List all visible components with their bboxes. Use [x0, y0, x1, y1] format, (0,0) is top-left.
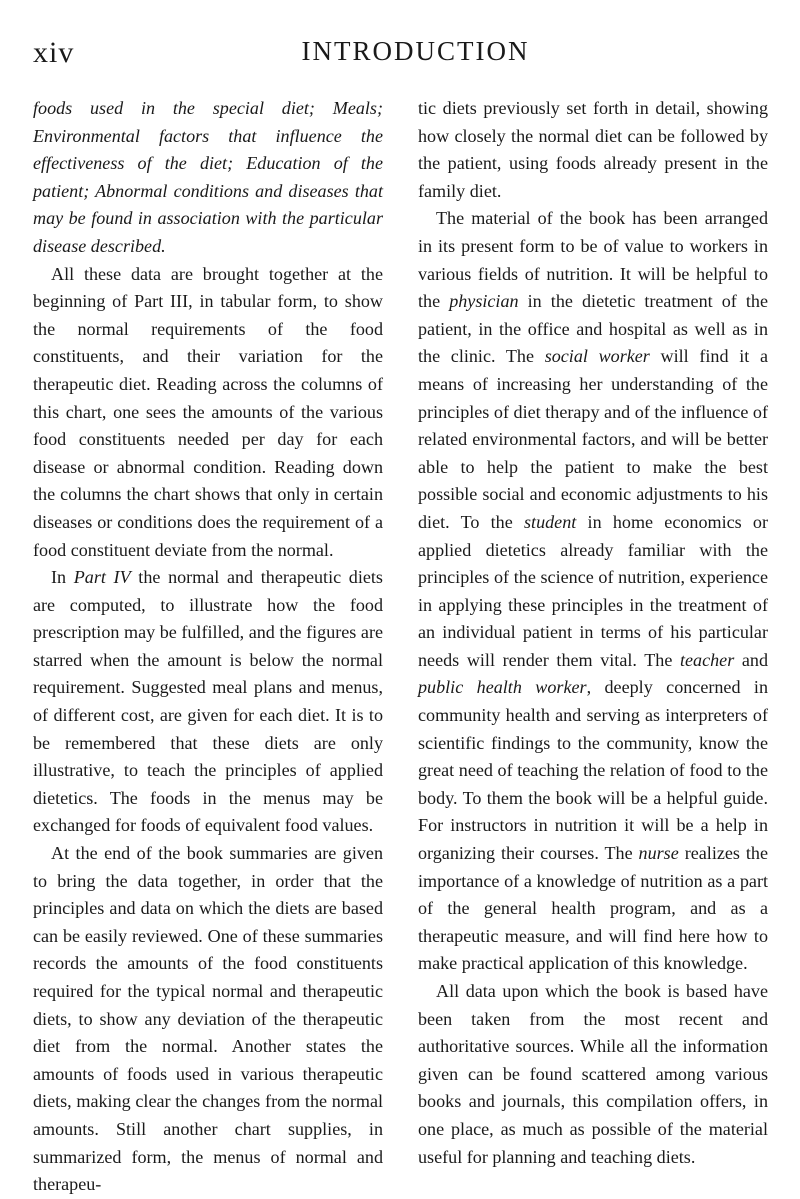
text-run: the normal and therapeutic diets are computed, to illustrate how the food prescription may be fulfilled, and the figures are starred when the amount is below the normal requirement. Suggested meal plans and menus, of different cost, are given for each diet. It is to be remembered that these diets are only illustrative, to teach the principles of applied dietetics. The foods in the menus may be exchanged for foods of equivalent food values.: [33, 567, 383, 836]
text-run: , deeply concerned in community health and serving as interpreters of scientific findings to the community, know the great need of teaching the relation of food to the body. To them the book will be a helpful guide. For instructors in nutrition it will be a help in organizing their courses. The: [418, 677, 768, 864]
paragraph: [33, 564, 383, 840]
italic-text: Part IV: [73, 567, 131, 588]
right-column: [418, 95, 768, 1199]
paragraph: [33, 95, 383, 261]
paragraph: All data upon which the book is based have been taken from the most recent and authoritative sources. While all the information given can be found scattered among various books and journals, this compilation offers, in one place, as much as possible of the material useful for planning and teaching diets.: [418, 981, 768, 1167]
italic-text: nurse: [638, 843, 679, 864]
paragraph: tic diets previously set forth in detail, showing how closely the normal diet can be followed by the patient, using foods already present in the family diet.: [418, 98, 768, 201]
italic-text: teacher: [679, 649, 735, 670]
left-column: [33, 95, 383, 1199]
text-run: in home economics or applied dietetics already familiar with the principles of the science of nutrition, experience in applying these principles in the treatment of an individual patient in terms of his particular needs will render them vital. The: [418, 511, 768, 670]
text-columns: [33, 95, 768, 1199]
text-run: in the dietetic treatment of the patient, in the office and hospital as well as in the clinic. The: [418, 291, 768, 367]
italic-text: social worker: [544, 346, 650, 367]
paragraph: [418, 205, 768, 978]
text-run: The material of the book has been arranged in its present form to be of value to workers in various fields of nutrition. It will be helpful to the: [418, 208, 768, 312]
italic-text: physician: [449, 291, 519, 312]
italic-text: public health worker: [418, 677, 587, 698]
italic-text: student: [524, 511, 577, 532]
paragraph: All these data are brought together at the beginning of Part III, in tabular form, to show the normal requirements of the food constituents, and their variation for the therapeutic diet. Reading across the columns of this chart, one sees the amounts of the various food constituents needed per day for each disease or abnormal condition. Reading down the columns the chart shows that only in certain diseases or conditions does the requirement of a food constituent deviate from the normal.: [33, 263, 383, 560]
paragraph: At the end of the book summaries are given to bring the data together, in order that the principles and data on which the diets are based can be easily reviewed. One of these summaries records the amounts of the food constituents required for the typical normal and therapeutic diets, to show any deviation of the therapeutic diet from the normal. Another states the amounts of foods used in various therapeutic diets, making clear the changes from the normal amounts. Still another chart supplies, in summarized form, the menus of normal and therapeu-: [33, 843, 383, 1195]
page-header: [33, 36, 770, 76]
italic-text: foods used in the special diet; Meals; Environmental factors that influence the effectiveness of the diet; Education of the patient; Abnormal conditions and diseases that may be found in association with the particular disease described.: [33, 98, 383, 256]
text-run: In: [51, 567, 74, 588]
page-number: xiv: [33, 36, 75, 69]
text-run: realizes the importance of a knowledge of nutrition as a part of the general health program, and as a therapeutic measure, and will find here how to make practical application of this knowledge.: [418, 843, 768, 974]
text-run: will find it a means of increasing her understanding of the principles of diet therapy and of the influence of related environmental factors, and will be better able to help the patient to make the best possible social and economic adjustments to his diet. To the: [418, 346, 768, 532]
running-head: INTRODUCTION: [301, 36, 530, 66]
text-run: and: [734, 649, 769, 670]
